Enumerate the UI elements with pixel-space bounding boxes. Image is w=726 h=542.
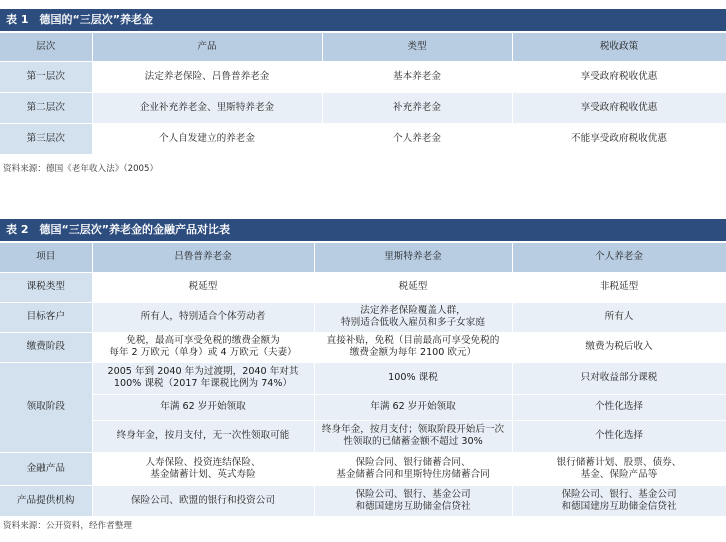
table-cell: 税延型 xyxy=(92,272,314,302)
table-cell: 领取阶段 xyxy=(0,362,92,452)
table1-header-cell: 层次 xyxy=(0,33,92,62)
table-cell: 第一层次 xyxy=(0,62,92,93)
table-row xyxy=(0,485,726,516)
table-cell: 非税延型 xyxy=(512,272,726,302)
table1-title: 表 1 德国的“三层次”养老金 xyxy=(0,9,726,31)
table-cell: 银行储蓄计划、股票、债券、 基金、保险产品等 xyxy=(512,452,726,485)
table-cell: 保险公司、欧盟的银行和投资公司 xyxy=(92,485,314,516)
table1-source: 资料来源：德国《老年收入法》（2005） xyxy=(3,164,159,174)
table2-header-cell: 项目 xyxy=(0,243,92,272)
table-cell: 产品提供机构 xyxy=(0,485,92,516)
table-cell: 保险合同、银行储蓄合同、 基金储蓄合同和里斯特住房储蓄合同 xyxy=(314,452,512,485)
table-cell: 所有人 xyxy=(512,302,726,332)
table-cell: 所有人，特别适合个体劳动者 xyxy=(92,302,314,332)
table-cell: 只对收益部分课税 xyxy=(512,362,726,394)
table-cell: 课税类型 xyxy=(0,272,92,302)
table-row xyxy=(0,452,726,485)
table-cell: 第三层次 xyxy=(0,124,92,155)
table2-header-cell: 个人养老金 xyxy=(512,243,726,272)
table-cell: 不能享受政府税收优惠 xyxy=(512,124,726,155)
table-cell: 个人养老金 xyxy=(322,124,512,155)
table-cell: 个人自发建立的养老金 xyxy=(92,124,322,155)
table2-header-cell: 里斯特养老金 xyxy=(314,243,512,272)
table-row xyxy=(0,420,726,452)
table-cell: 人寿保险、投资连结保险、 基金储蓄计划、英式寿险 xyxy=(92,452,314,485)
table-cell: 免税，最高可享受免税的缴费金额为 每年 2 万欧元（单身）或 4 万欧元（夫妻） xyxy=(92,332,314,362)
table-cell: 享受政府税收优惠 xyxy=(512,93,726,124)
table2-header-row xyxy=(0,243,726,272)
table1-header-cell: 类型 xyxy=(322,33,512,62)
table2-title: 表 2 德国“三层次”养老金的金融产品对比表 xyxy=(0,219,726,241)
table-cell: 年满 62 岁开始领取 xyxy=(314,394,512,420)
table-cell: 终身年金，按月支付；领取阶段开始后一次 性领取的已储蓄金额不超过 30% xyxy=(314,420,512,452)
table-cell: 第二层次 xyxy=(0,93,92,124)
table-row xyxy=(0,362,726,394)
table-cell: 终身年金，按月支付，无一次性领取可能 xyxy=(92,420,314,452)
table-cell: 基本养老金 xyxy=(322,62,512,93)
table-cell: 保险公司、银行、基金公司 和德国建房互助储金信贷社 xyxy=(512,485,726,516)
table-cell: 金融产品 xyxy=(0,452,92,485)
table-row xyxy=(0,272,726,302)
table-cell: 法定养老保险、吕鲁普养老金 xyxy=(92,62,322,93)
table-row xyxy=(0,332,726,362)
table-cell: 目标客户 xyxy=(0,302,92,332)
table-row xyxy=(0,394,726,420)
table-cell: 2005 年到 2040 年为过渡期，2040 年对其 100% 课税（2017 年课税比例为 74%） xyxy=(92,362,314,394)
table1-header-cell: 产品 xyxy=(92,33,322,62)
table-cell: 个性化选择 xyxy=(512,420,726,452)
table-cell: 税延型 xyxy=(314,272,512,302)
table-cell: 缴费为税后收入 xyxy=(512,332,726,362)
table-row xyxy=(0,93,726,124)
table-cell: 补充养老金 xyxy=(322,93,512,124)
table1 xyxy=(0,33,726,155)
table-cell: 100% 课税 xyxy=(314,362,512,394)
table-cell: 直接补贴，免税（目前最高可享受免税的 缴费金额为每年 2100 欧元） xyxy=(314,332,512,362)
table-row xyxy=(0,62,726,93)
table-cell: 年满 62 岁开始领取 xyxy=(92,394,314,420)
table-cell: 法定养老保险覆盖人群， 特别适合低收入雇员和多子女家庭 xyxy=(314,302,512,332)
table-row xyxy=(0,124,726,155)
table-cell: 享受政府税收优惠 xyxy=(512,62,726,93)
table-cell: 保险公司、银行、基金公司 和德国建房互助储金信贷社 xyxy=(314,485,512,516)
table1-header-cell: 税收政策 xyxy=(512,33,726,62)
table-cell: 缴费阶段 xyxy=(0,332,92,362)
table2-source: 资料来源：公开资料，经作者整理 xyxy=(3,521,132,531)
table-cell: 企业补充养老金、里斯特养老金 xyxy=(92,93,322,124)
table-row xyxy=(0,302,726,332)
table2-header-cell: 吕鲁普养老金 xyxy=(92,243,314,272)
table2 xyxy=(0,243,726,517)
table1-header-row xyxy=(0,33,726,62)
table-cell: 个性化选择 xyxy=(512,394,726,420)
